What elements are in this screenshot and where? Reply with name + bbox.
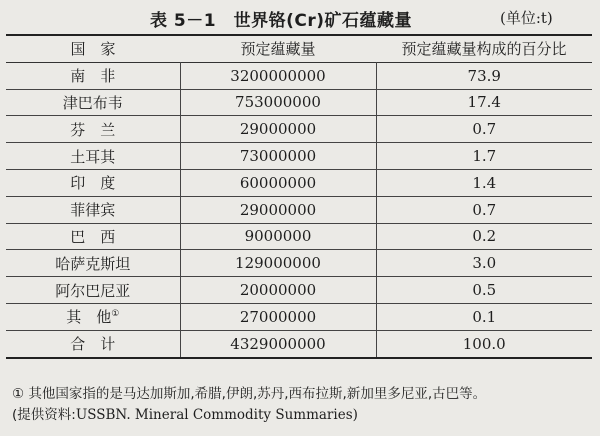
table-row	[6, 116, 592, 143]
reserve-cell: 27000000	[180, 303, 376, 330]
country-cell: 南 非	[70, 67, 116, 86]
reserve-cell: 20000000	[180, 277, 376, 304]
country-cell: 津巴布韦	[62, 93, 123, 112]
country-name: 其 他	[66, 308, 112, 327]
table-title: 表 5－1 世界铬(Cr)矿石蕴藏量	[150, 11, 412, 31]
footnote: ① 其他国家指的是马达加斯加,希腊,伊朗,苏丹,西布拉斯,新加里多尼亚,古巴等。	[12, 386, 487, 402]
table-row	[6, 223, 592, 250]
reserve-cell: 60000000	[180, 169, 376, 196]
country-cell: 阿尔巴尼亚	[55, 281, 131, 300]
source-label: (提供资料:	[12, 407, 76, 423]
percent-cell: 73.9	[467, 66, 501, 85]
table-row	[6, 250, 592, 277]
percent-cell: 0.1	[472, 307, 497, 326]
percent-cell: 0.2	[472, 227, 497, 246]
source-text: USSBN. Mineral Commodity Summaries)	[75, 407, 358, 423]
table-notes	[12, 384, 486, 426]
reserve-cell: 29000000	[180, 116, 376, 143]
reserve-cell: 3200000000	[180, 62, 376, 89]
footnote-marker: ①	[111, 309, 120, 320]
country-cell-others	[6, 303, 180, 330]
percent-cell: 1.7	[472, 147, 497, 166]
reserve-cell: 73000000	[180, 143, 376, 170]
column-header-reserve: 预定蕴藏量	[240, 40, 316, 59]
percent-cell: 0.7	[472, 200, 497, 219]
country-cell: 土耳其	[70, 147, 116, 166]
reserve-cell: 753000000	[180, 89, 376, 116]
table-row	[6, 62, 592, 89]
country-cell: 巴 西	[70, 227, 116, 246]
source-note	[12, 405, 486, 426]
chromium-reserves-table	[6, 34, 592, 359]
country-cell: 印 度	[70, 174, 116, 193]
total-row	[6, 330, 592, 357]
country-cell: 芬 兰	[70, 120, 116, 139]
country-cell: 合 计	[70, 335, 116, 354]
percent-cell: 3.0	[472, 254, 497, 273]
percent-cell: 17.4	[467, 93, 501, 112]
country-cell: 菲律宾	[70, 201, 116, 220]
country-cell: 哈萨克斯坦	[55, 254, 131, 273]
percent-cell: 100.0	[462, 334, 506, 353]
table-row	[6, 89, 592, 116]
reserve-cell: 29000000	[180, 196, 376, 223]
table-row	[6, 277, 592, 304]
title-row	[0, 6, 600, 32]
column-header-percent: 预定蕴藏量构成的百分比	[401, 40, 567, 59]
table-row	[6, 303, 592, 330]
table-row	[6, 196, 592, 223]
percent-cell: 0.5	[472, 281, 497, 300]
column-header-country: 国 家	[70, 40, 116, 59]
percent-cell: 0.7	[472, 120, 497, 139]
table-row	[6, 143, 592, 170]
reserve-cell: 9000000	[180, 223, 376, 250]
table-row	[6, 169, 592, 196]
table-header-row	[6, 35, 592, 62]
reserve-cell: 4329000000	[180, 330, 376, 357]
reserve-cell: 129000000	[180, 250, 376, 277]
percent-cell: 1.4	[472, 173, 497, 192]
unit-label: (单位:t)	[500, 9, 553, 27]
